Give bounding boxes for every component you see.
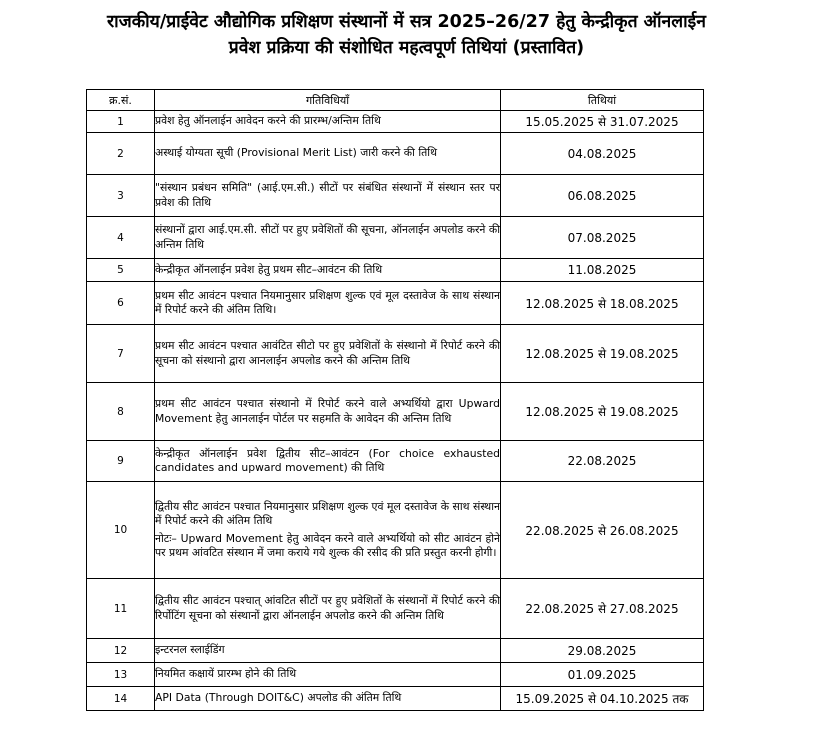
row-activity: केन्द्रीकृत ऑनलाईन प्रवेश द्वितीय सीट–आवंटन (For choice exhausted candidates and upward movement) की तिथि bbox=[155, 441, 501, 482]
table-row bbox=[87, 325, 704, 383]
row-serial-no: 8 bbox=[87, 383, 155, 441]
row-serial-no: 12 bbox=[87, 639, 155, 663]
row-serial-no: 11 bbox=[87, 579, 155, 639]
row-activity: प्रथम सीट आवंटन पश्चात नियमानुसार प्रशिक्षण शुल्क एवं मूल दस्तावेज के साथ संस्थान में रिपोर्ट करने की अंतिम तिथि। bbox=[155, 282, 501, 325]
table-row bbox=[87, 175, 704, 217]
row-date: 15.05.2025 से 31.07.2025 bbox=[501, 111, 704, 133]
row-note: नोटः– Upward Movement हेतु आवेदन करने वाले अभ्यर्थियो को सीट आवंटन होने पर प्रथम आंवटित संस्थान में जमा कराये गये शुल्क की रसीद की प्रति प्रस्तुत करनी होगी। bbox=[155, 531, 500, 559]
row-date: 11.08.2025 bbox=[501, 259, 704, 282]
row-activity: "संस्थान प्रबंधन समिति" (आई.एम.सी.) सीटों पर संबंधित संस्थानों में संस्थान स्तर पर प्रवेश की तिथि bbox=[155, 175, 501, 217]
table-row bbox=[87, 282, 704, 325]
row-activity: API Data (Through DOIT&C) अपलोड की अंतिम तिथि bbox=[155, 687, 501, 711]
row-date: 22.08.2025 से 27.08.2025 bbox=[501, 579, 704, 639]
row-activity: संस्थानों द्वारा आई.एम.सी. सीटों पर हुए प्रवेशितों की सूचना, ऑनलाईन अपलोड करने की अन्तिम तिथि bbox=[155, 217, 501, 259]
row-activity: केन्द्रीकृत ऑनलाईन प्रवेश हेतु प्रथम सीट–आवंटन की तिथि bbox=[155, 259, 501, 282]
table-row bbox=[87, 259, 704, 282]
row-date: 22.08.2025 bbox=[501, 441, 704, 482]
row-activity: प्रवेश हेतु ऑनलाईन आवेदन करने की प्रारम्भ/अन्तिम तिथि bbox=[155, 111, 501, 133]
document-title-line-1: राजकीय/प्राईवेट औद्योगिक प्रशिक्षण संस्थानों में सत्र 2025–26/27 हेतु केन्द्रीकृत ऑनलाईन bbox=[107, 12, 706, 32]
row-activity-cell bbox=[155, 482, 501, 579]
table-row bbox=[87, 639, 704, 663]
schedule-table bbox=[86, 89, 704, 711]
row-serial-no: 14 bbox=[87, 687, 155, 711]
row-activity: प्रथम सीट आवंटन पश्चात संस्थानो में रिपोर्ट करने वाले अभ्यर्थियो द्वारा Upward Movement हेतु आनलाईन पोर्टल पर सहमति के आवेदन की अन्तिम तिथि bbox=[155, 383, 501, 441]
row-date: 04.08.2025 bbox=[501, 133, 704, 175]
document-title-line-2: प्रवेश प्रक्रिया की संशोधित महत्वपूर्ण तिथियां (प्रस्तावित) bbox=[228, 38, 585, 58]
row-activity: इन्टरनल स्लाईडिंग bbox=[155, 639, 501, 663]
row-date: 01.09.2025 bbox=[501, 663, 704, 687]
row-activity: प्रथम सीट आवंटन पश्चात आवंटित सीटो पर हुए प्रवेशितों के संस्थानो में रिपोर्ट करने की सूचना को संस्थानो द्वारा आनलाईन अपलोड करने की अन्तिम तिथि bbox=[155, 325, 501, 383]
row-serial-no: 9 bbox=[87, 441, 155, 482]
table-row bbox=[87, 579, 704, 639]
table-row bbox=[87, 663, 704, 687]
row-serial-no: 1 bbox=[87, 111, 155, 133]
row-date: 12.08.2025 से 18.08.2025 bbox=[501, 282, 704, 325]
table-row bbox=[87, 111, 704, 133]
table-row bbox=[87, 687, 704, 711]
row-serial-no: 4 bbox=[87, 217, 155, 259]
row-serial-no: 6 bbox=[87, 282, 155, 325]
row-date: 29.08.2025 bbox=[501, 639, 704, 663]
row-date: 12.08.2025 से 19.08.2025 bbox=[501, 325, 704, 383]
row-serial-no: 5 bbox=[87, 259, 155, 282]
row-activity: द्वितीय सीट आवंटन पश्चात नियमानुसार प्रशिक्षण शुल्क एवं मूल दस्तावेज के साथ संस्थान में रिपोर्ट करने की अंतिम तिथि bbox=[155, 499, 500, 527]
row-serial-no: 2 bbox=[87, 133, 155, 175]
table-header-row bbox=[87, 90, 704, 111]
row-serial-no: 10 bbox=[87, 482, 155, 579]
row-serial-no: 3 bbox=[87, 175, 155, 217]
row-date: 15.09.2025 से 04.10.2025 तक bbox=[501, 687, 704, 711]
table-row bbox=[87, 482, 704, 579]
row-date: 22.08.2025 से 26.08.2025 bbox=[501, 482, 704, 579]
row-date: 12.08.2025 से 19.08.2025 bbox=[501, 383, 704, 441]
header-dates: तिथियां bbox=[501, 90, 704, 111]
header-activities: गतिविधियाँ bbox=[155, 90, 501, 111]
row-serial-no: 13 bbox=[87, 663, 155, 687]
table-row bbox=[87, 383, 704, 441]
table-row bbox=[87, 133, 704, 175]
row-serial-no: 7 bbox=[87, 325, 155, 383]
row-activity: अस्थाई योग्यता सूची (Provisional Merit List) जारी करने की तिथि bbox=[155, 133, 501, 175]
row-activity: द्वितीय सीट आवंटन पश्चात् आंवटित सीटों पर हुए प्रवेशितों के संस्थानों में रिपोर्ट करने की रिर्पोटिंग सूचना को संस्थानों द्वारा ऑनलाईन अपलोड करने की अन्तिम तिथि bbox=[155, 579, 501, 639]
header-serial-no: क्र.सं. bbox=[87, 90, 155, 111]
row-date: 06.08.2025 bbox=[501, 175, 704, 217]
row-activity: नियमित कक्षायें प्रारम्भ होने की तिथि bbox=[155, 663, 501, 687]
table-row bbox=[87, 217, 704, 259]
row-date: 07.08.2025 bbox=[501, 217, 704, 259]
table-row bbox=[87, 441, 704, 482]
